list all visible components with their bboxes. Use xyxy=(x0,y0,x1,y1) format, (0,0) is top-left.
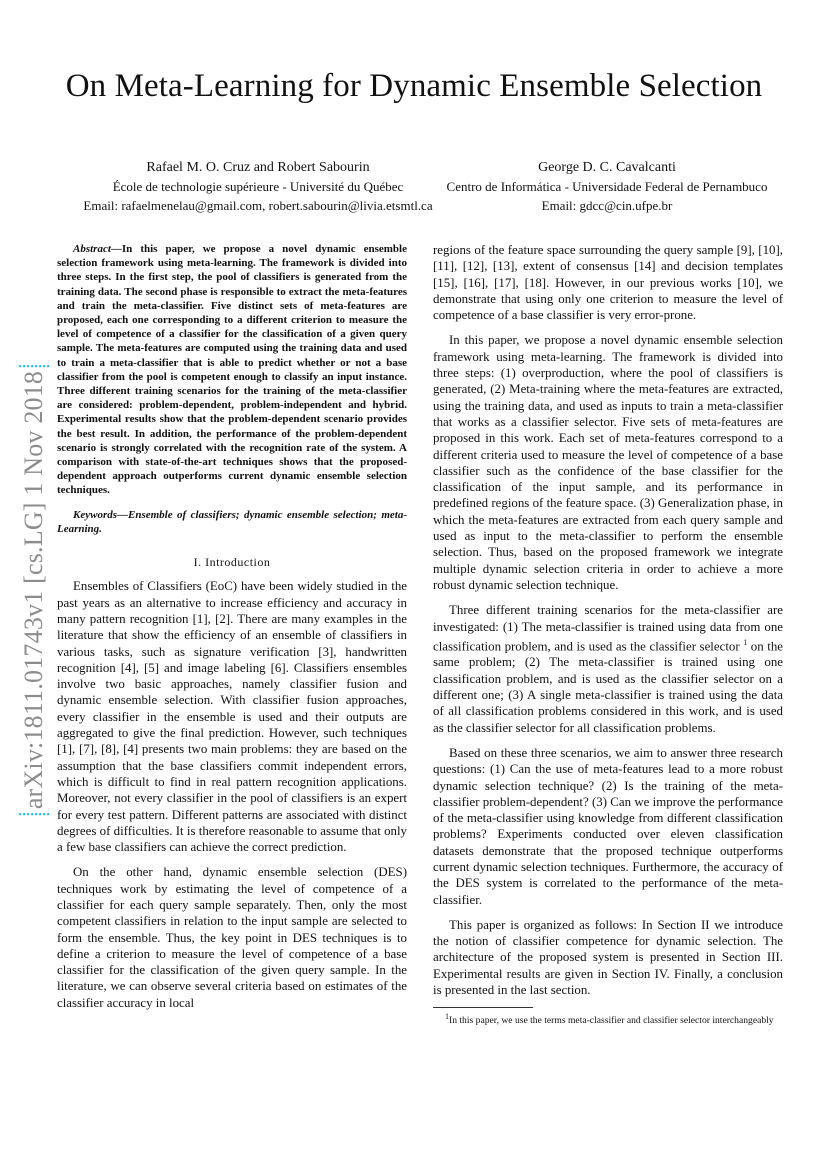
author-affiliation: Centro de Informática - Universidade Federal de Pernambuco xyxy=(446,179,768,194)
arxiv-stamp-text: arXiv:1811.01743v1 [cs.LG] 1 Nov 2018 xyxy=(19,365,49,815)
author-names: George D. C. Cavalcanti xyxy=(538,160,676,175)
abstract-label: Abstract xyxy=(73,243,111,255)
author-affiliation: École de technologie supérieure - Université du Québec xyxy=(112,179,404,194)
footnote-rule xyxy=(433,1007,533,1008)
paragraph-text: Three different training scenarios for the meta-classifier are investigated: (1) The meta-classifier is trained using data from one classification problem, and is used as the classifier selector xyxy=(433,603,783,654)
footnote-mark: 1 xyxy=(445,1012,449,1022)
author-email: Email: gdcc@cin.ufpe.br xyxy=(541,198,673,213)
right-column xyxy=(433,242,783,1028)
abstract xyxy=(57,242,407,498)
author-names: Rafael M. O. Cruz and Robert Sabourin xyxy=(146,160,370,175)
section-heading: I. Introduction xyxy=(193,555,271,570)
paper-title: On Meta-Learning for Dynamic Ensemble Selection xyxy=(65,68,763,104)
author-block-right xyxy=(424,158,790,215)
paragraph-text: on the same problem; (2) The meta-classifier is trained using one classification problem, and is used as the classifier selector on a different one; (3) A single meta-classifier is trained using the data of all classification problems considered in this work, and is used as the classifier selector for all classification problems. xyxy=(433,639,784,735)
body-paragraph: On the other hand, dynamic ensemble selection (DES) techniques work by estimating the level of competence of a classifier for each query sample separately. Then, only the most competent classifiers in relation to the input sample are selected to form the ensemble. Thus, the key point in DES techniques is to define a criterion to measure the level of competence of a base classifier for the classification of the given query sample. In the literature, we can observe several criteria based on estimates of the classifier accuracy in local xyxy=(57,865,407,1010)
body-paragraph: Based on these three scenarios, we aim to answer three research questions: (1) Can the use of meta-features lead to a more robust dynamic selection technique? (2) Is the training of the meta-classifier problem-dependent? (3) Can we improve the performance of the meta-classifier using knowledge from different classification problems? Experiments conducted over eleven classification datasets demonstrate that the proposed technique outperforms current dynamic selection techniques. Furthermore, the accuracy of the DES system is correlated to the performance of the meta-classifier. xyxy=(433,745,783,907)
abstract-text: —In this paper, we propose a novel dynamic ensemble selection framework using meta-learning. The framework is divided into three steps. In the first step, the pool of classifiers is generated from the training data. The second phase is responsible to extract the meta-features and train the meta-classifier. Five distinct sets of meta-features are proposed, each one corresponding to a different criterion to measure the level of competence of a classifier for the classification of a given query sample. The meta-features are computed using the training data and used to train a meta-classifier that is able to predict whether or not a base classifier from the pool is competent enough to classify an input instance. Three different training scenarios for the training of the meta-classifier are considered: problem-dependent, problem-independent and hybrid. Experimental results show that the problem-dependent scenario provides the best result. In addition, the performance of the problem-dependent scenario is strongly correlated with the recognition rate of the system. A comparison with state-of-the-art techniques shows that the proposed-dependent approach outperforms current dynamic ensemble selection techniques. xyxy=(57,243,407,497)
keywords: Keywords—Ensemble of classifiers; dynamic ensemble selection; meta-Learning. xyxy=(57,508,407,535)
footnote-text: In this paper, we use the terms meta-classifier and classifier selector interchangeably xyxy=(449,1015,774,1027)
body-paragraph: This paper is organized as follows: In Section II we introduce the notion of classifier competence for dynamic selection. The architecture of the proposed system is presented in Section III. Experimental results are given in Section IV. Finally, a conclusion is presented in the last section. xyxy=(433,917,783,998)
body-paragraph: In this paper, we propose a novel dynamic ensemble selection framework using meta-learning. The framework is divided into three steps: (1) overproduction, where the pool of classifiers is generated, (2) Meta-training where the meta-features are extracted, using the training data, and used as inputs to train a meta-classifier that works as a classifier selector. Five sets of meta-features are proposed in this work. Each set of meta-features correspond to a different criteria used to measure the level of competence of a base classifier such as the confidence of the base classifier for the classification of the input sample, and its performance in predefined regions of the feature space. (3) Generalization phase, in which the meta-features are extracted from each query sample and used as input to the meta-classifier to perform the ensemble selection. Thus, based on the proposed framework we integrate multiple dynamic selection criteria in order to achieve a more robust dynamic selection technique. xyxy=(433,333,783,592)
author-block-left xyxy=(60,158,456,215)
author-email: Email: rafaelmenelau@gmail.com, robert.sabourin@livia.etsmtl.ca xyxy=(83,198,433,213)
body-paragraph xyxy=(433,602,783,736)
left-column xyxy=(57,242,407,1020)
body-paragraph: Ensembles of Classifiers (EoC) have been widely studied in the past years as an alternative to increase efficiency and accuracy in many pattern recognition [1], [2]. There are many examples in the literature that show the efficiency of an ensemble of classifiers in various tasks, such as signature verification [3], handwritten recognition [4], [5] and image labeling [6]. Classifiers ensembles involve two basic approaches, namely classifier fusion and dynamic ensemble selection. With classifier fusion approaches, every classifier in the ensemble is used and their outputs are aggregated to give the final prediction. However, such techniques [1], [7], [8], [4] presents two main problems: they are based on the assumption that the base classifiers commit independent errors, which is difficult to find in real pattern recognition applications. Moreover, not every classifier in the pool of classifiers is an expert for every test pattern. Different patterns are associated with distinct degrees of difficulties. It is therefore reasonable to assume that only a few base classifiers can achieve the correct prediction. xyxy=(57,579,407,855)
footnote xyxy=(433,1011,783,1027)
body-paragraph: regions of the feature space surrounding the query sample [9], [10], [11], [12], [13], extent of consensus [14] and decision templates [15], [16], [17], [18]. However, in our previous works [10], we demonstrate that using only one criterion to measure the level of competence of a base classifier is very error-prone. xyxy=(433,243,783,323)
footnote-marker: 1 xyxy=(743,637,748,647)
arxiv-stamp xyxy=(10,330,58,850)
